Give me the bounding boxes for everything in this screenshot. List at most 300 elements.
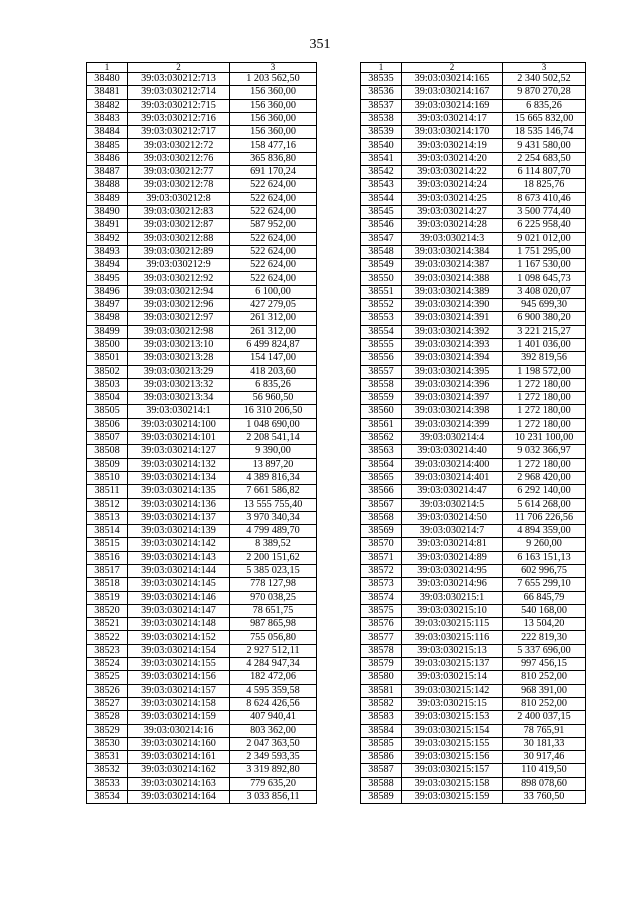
table-row: [361, 285, 586, 298]
row-number-cell: 38505: [87, 405, 128, 418]
column-header-2: 2: [402, 63, 503, 73]
cadastral-number-cell: 39:03:030214:393: [402, 338, 503, 351]
value-cell: 6 835,26: [230, 378, 317, 391]
value-cell: 13 897,20: [230, 458, 317, 471]
row-number-cell: 38563: [361, 445, 402, 458]
row-number-cell: 38530: [87, 737, 128, 750]
cadastral-number-cell: 39:03:030214:158: [128, 697, 230, 710]
row-number-cell: 38508: [87, 445, 128, 458]
row-number-cell: 38516: [87, 551, 128, 564]
cadastral-number-cell: 39:03:030215:15: [402, 697, 503, 710]
column-header-3: 3: [503, 63, 586, 73]
table-row: [361, 312, 586, 325]
row-number-cell: 38567: [361, 498, 402, 511]
row-number-cell: 38540: [361, 139, 402, 152]
table-row: [87, 684, 317, 697]
table-header-row: [361, 63, 586, 73]
value-cell: 15 665 832,00: [503, 112, 586, 125]
row-number-cell: 38568: [361, 511, 402, 524]
value-cell: 4 389 816,34: [230, 471, 317, 484]
row-number-cell: 38587: [361, 764, 402, 777]
value-cell: 3 500 774,40: [503, 205, 586, 218]
value-cell: 522 624,00: [230, 259, 317, 272]
column-header-3: 3: [230, 63, 317, 73]
row-number-cell: 38550: [361, 272, 402, 285]
table-row: [361, 458, 586, 471]
value-cell: 778 127,98: [230, 578, 317, 591]
cadastral-number-cell: 39:03:030214:101: [128, 432, 230, 445]
table-row: [361, 192, 586, 205]
row-number-cell: 38554: [361, 325, 402, 338]
cadastral-number-cell: 39:03:030214:1: [128, 405, 230, 418]
table-row: [361, 777, 586, 790]
row-number-cell: 38562: [361, 432, 402, 445]
value-cell: 392 819,56: [503, 352, 586, 365]
cadastral-number-cell: 39:03:030212:716: [128, 112, 230, 125]
table-row: [87, 578, 317, 591]
row-number-cell: 38533: [87, 777, 128, 790]
cadastral-number-cell: 39:03:030214:398: [402, 405, 503, 418]
row-number-cell: 38558: [361, 378, 402, 391]
table-row: [87, 405, 317, 418]
row-number-cell: 38481: [87, 86, 128, 99]
cadastral-number-cell: 39:03:030214:165: [402, 73, 503, 86]
cadastral-number-cell: 39:03:030214:163: [128, 777, 230, 790]
row-number-cell: 38535: [361, 73, 402, 86]
value-cell: 1 098 645,73: [503, 272, 586, 285]
value-cell: 810 252,00: [503, 697, 586, 710]
row-number-cell: 38574: [361, 591, 402, 604]
table-row: [87, 99, 317, 112]
table-row: [87, 285, 317, 298]
table-row: [87, 179, 317, 192]
cadastral-number-cell: 39:03:030214:400: [402, 458, 503, 471]
table-row: [361, 166, 586, 179]
value-cell: 1 272 180,00: [503, 392, 586, 405]
cadastral-number-cell: 39:03:030214:155: [128, 658, 230, 671]
cadastral-number-cell: 39:03:030214:160: [128, 737, 230, 750]
row-number-cell: 38559: [361, 392, 402, 405]
cadastral-number-cell: 39:03:030214:139: [128, 525, 230, 538]
cadastral-number-cell: 39:03:030212:98: [128, 325, 230, 338]
row-number-cell: 38583: [361, 711, 402, 724]
cadastral-number-cell: 39:03:030214:154: [128, 644, 230, 657]
table-row: [361, 564, 586, 577]
cadastral-number-cell: 39:03:030214:391: [402, 312, 503, 325]
value-cell: 755 056,80: [230, 631, 317, 644]
value-cell: 1 272 180,00: [503, 405, 586, 418]
cadastral-number-cell: 39:03:030214:3: [402, 232, 503, 245]
row-number-cell: 38521: [87, 618, 128, 631]
row-number-cell: 38498: [87, 312, 128, 325]
value-cell: 898 078,60: [503, 777, 586, 790]
row-number-cell: 38503: [87, 378, 128, 391]
cadastral-number-cell: 39:03:030212:76: [128, 152, 230, 165]
value-cell: 3 319 892,80: [230, 764, 317, 777]
table-row: [87, 232, 317, 245]
row-number-cell: 38561: [361, 418, 402, 431]
cadastral-number-cell: 39:03:030212:715: [128, 99, 230, 112]
table-row: [87, 392, 317, 405]
table-row: [361, 432, 586, 445]
row-number-cell: 38513: [87, 511, 128, 524]
cadastral-number-cell: 39:03:030215:137: [402, 658, 503, 671]
table-row: [361, 126, 586, 139]
value-cell: 3 408 020,07: [503, 285, 586, 298]
cadastral-number-cell: 39:03:030214:144: [128, 564, 230, 577]
value-cell: 2 349 593,35: [230, 751, 317, 764]
value-cell: 6 835,26: [503, 99, 586, 112]
value-cell: 5 385 023,15: [230, 564, 317, 577]
value-cell: 2 400 037,15: [503, 711, 586, 724]
row-number-cell: 38496: [87, 285, 128, 298]
table-row: [87, 325, 317, 338]
table-row: [87, 139, 317, 152]
cadastral-number-cell: 39:03:030214:17: [402, 112, 503, 125]
value-cell: 182 472,06: [230, 671, 317, 684]
table-row: [87, 604, 317, 617]
table-row: [361, 73, 586, 86]
value-cell: 156 360,00: [230, 86, 317, 99]
cadastral-number-cell: 39:03:030215:142: [402, 684, 503, 697]
cadastral-number-cell: 39:03:030214:95: [402, 564, 503, 577]
row-number-cell: 38525: [87, 671, 128, 684]
cadastral-number-cell: 39:03:030212:89: [128, 245, 230, 258]
cadastral-number-cell: 39:03:030214:388: [402, 272, 503, 285]
value-cell: 3 970 340,34: [230, 511, 317, 524]
cadastral-number-cell: 39:03:030214:22: [402, 166, 503, 179]
cadastral-number-cell: 39:03:030215:10: [402, 604, 503, 617]
table-row: [361, 604, 586, 617]
table-row: [361, 245, 586, 258]
cadastral-number-cell: 39:03:030214:390: [402, 299, 503, 312]
value-cell: 13 555 755,40: [230, 498, 317, 511]
value-cell: 9 260,00: [503, 538, 586, 551]
table-row: [361, 631, 586, 644]
table-row: [87, 498, 317, 511]
table-row: [87, 86, 317, 99]
value-cell: 30 917,46: [503, 751, 586, 764]
table-row: [361, 791, 586, 804]
table-row: [361, 378, 586, 391]
value-cell: 4 799 489,70: [230, 525, 317, 538]
value-cell: 1 272 180,00: [503, 378, 586, 391]
value-cell: 3 033 856,11: [230, 791, 317, 804]
cadastral-number-cell: 39:03:030214:142: [128, 538, 230, 551]
cadastral-number-cell: 39:03:030213:10: [128, 338, 230, 351]
value-cell: 156 360,00: [230, 99, 317, 112]
cadastral-number-cell: 39:03:030214:7: [402, 525, 503, 538]
value-cell: 9 390,00: [230, 445, 317, 458]
row-number-cell: 38489: [87, 192, 128, 205]
cadastral-number-cell: 39:03:030214:27: [402, 205, 503, 218]
value-cell: 9 431 580,00: [503, 139, 586, 152]
table-row: [361, 551, 586, 564]
row-number-cell: 38588: [361, 777, 402, 790]
value-cell: 6 225 958,40: [503, 219, 586, 232]
value-cell: 8 673 410,46: [503, 192, 586, 205]
table-row: [87, 471, 317, 484]
value-cell: 9 870 270,28: [503, 86, 586, 99]
row-number-cell: 38485: [87, 139, 128, 152]
table-row: [361, 232, 586, 245]
cadastral-number-cell: 39:03:030214:137: [128, 511, 230, 524]
row-number-cell: 38560: [361, 405, 402, 418]
cadastral-number-cell: 39:03:030212:77: [128, 166, 230, 179]
cadastral-number-cell: 39:03:030212:92: [128, 272, 230, 285]
row-number-cell: 38586: [361, 751, 402, 764]
row-number-cell: 38572: [361, 564, 402, 577]
table-row: [361, 711, 586, 724]
table-row: [87, 418, 317, 431]
value-cell: 78 765,91: [503, 724, 586, 737]
row-number-cell: 38585: [361, 737, 402, 750]
table-row: [361, 445, 586, 458]
cadastral-number-cell: 39:03:030214:162: [128, 764, 230, 777]
row-number-cell: 38579: [361, 658, 402, 671]
cadastral-number-cell: 39:03:030214:136: [128, 498, 230, 511]
row-number-cell: 38548: [361, 245, 402, 258]
value-cell: 2 340 502,52: [503, 73, 586, 86]
row-number-cell: 38509: [87, 458, 128, 471]
value-cell: 522 624,00: [230, 245, 317, 258]
cadastral-number-cell: 39:03:030214:169: [402, 99, 503, 112]
row-number-cell: 38483: [87, 112, 128, 125]
value-cell: 6 163 151,13: [503, 551, 586, 564]
row-number-cell: 38538: [361, 112, 402, 125]
cadastral-number-cell: 39:03:030214:28: [402, 219, 503, 232]
table-row: [87, 591, 317, 604]
table-row: [361, 511, 586, 524]
cadastral-number-cell: 39:03:030214:152: [128, 631, 230, 644]
value-cell: 158 477,16: [230, 139, 317, 152]
row-number-cell: 38504: [87, 392, 128, 405]
row-number-cell: 38527: [87, 697, 128, 710]
value-cell: 6 900 380,20: [503, 312, 586, 325]
table-row: [87, 445, 317, 458]
value-cell: 418 203,60: [230, 365, 317, 378]
row-number-cell: 38526: [87, 684, 128, 697]
table-row: [87, 791, 317, 804]
row-number-cell: 38575: [361, 604, 402, 617]
table-row: [361, 392, 586, 405]
cadastral-number-cell: 39:03:030214:396: [402, 378, 503, 391]
row-number-cell: 38537: [361, 99, 402, 112]
value-cell: 803 362,00: [230, 724, 317, 737]
row-number-cell: 38492: [87, 232, 128, 245]
row-number-cell: 38539: [361, 126, 402, 139]
cadastral-number-cell: 39:03:030214:159: [128, 711, 230, 724]
row-number-cell: 38531: [87, 751, 128, 764]
row-number-cell: 38555: [361, 338, 402, 351]
cadastral-number-cell: 39:03:030214:384: [402, 245, 503, 258]
cadastral-number-cell: 39:03:030212:94: [128, 285, 230, 298]
cadastral-number-cell: 39:03:030212:714: [128, 86, 230, 99]
row-number-cell: 38522: [87, 631, 128, 644]
table-row: [87, 777, 317, 790]
value-cell: 6 292 140,00: [503, 485, 586, 498]
row-number-cell: 38495: [87, 272, 128, 285]
table-row: [361, 764, 586, 777]
value-cell: 691 170,24: [230, 166, 317, 179]
table-row: [361, 485, 586, 498]
row-number-cell: 38573: [361, 578, 402, 591]
table-row: [361, 658, 586, 671]
cadastral-number-cell: 39:03:030214:5: [402, 498, 503, 511]
table-row: [87, 126, 317, 139]
left-cadastral-table: [86, 62, 317, 804]
value-cell: 2 927 512,11: [230, 644, 317, 657]
row-number-cell: 38502: [87, 365, 128, 378]
row-number-cell: 38500: [87, 338, 128, 351]
table-row: [87, 365, 317, 378]
table-row: [361, 644, 586, 657]
table-row: [361, 205, 586, 218]
row-number-cell: 38518: [87, 578, 128, 591]
cadastral-number-cell: 39:03:030214:19: [402, 139, 503, 152]
value-cell: 7 661 586,82: [230, 485, 317, 498]
table-row: [361, 538, 586, 551]
value-cell: 33 760,50: [503, 791, 586, 804]
table-row: [87, 644, 317, 657]
row-number-cell: 38519: [87, 591, 128, 604]
table-row: [361, 365, 586, 378]
value-cell: 156 360,00: [230, 112, 317, 125]
cadastral-number-cell: 39:03:030215:159: [402, 791, 503, 804]
value-cell: 110 419,50: [503, 764, 586, 777]
value-cell: 9 021 012,00: [503, 232, 586, 245]
table-row: [361, 338, 586, 351]
table-row: [87, 458, 317, 471]
cadastral-number-cell: 39:03:030212:78: [128, 179, 230, 192]
value-cell: 407 940,41: [230, 711, 317, 724]
table-row: [361, 272, 586, 285]
table-row: [361, 684, 586, 697]
row-number-cell: 38576: [361, 618, 402, 631]
row-number-cell: 38541: [361, 152, 402, 165]
row-number-cell: 38566: [361, 485, 402, 498]
table-row: [87, 338, 317, 351]
value-cell: 810 252,00: [503, 671, 586, 684]
value-cell: 222 819,30: [503, 631, 586, 644]
row-number-cell: 38532: [87, 764, 128, 777]
row-number-cell: 38564: [361, 458, 402, 471]
row-number-cell: 38577: [361, 631, 402, 644]
row-number-cell: 38480: [87, 73, 128, 86]
value-cell: 30 181,33: [503, 737, 586, 750]
value-cell: 8 624 426,56: [230, 697, 317, 710]
value-cell: 66 845,79: [503, 591, 586, 604]
table-row: [361, 724, 586, 737]
value-cell: 18 535 146,74: [503, 126, 586, 139]
cadastral-number-cell: 39:03:030214:145: [128, 578, 230, 591]
right-cadastral-table: [360, 62, 586, 804]
value-cell: 1 048 690,00: [230, 418, 317, 431]
table-row: [361, 325, 586, 338]
table-row: [361, 405, 586, 418]
cadastral-number-cell: 39:03:030214:401: [402, 471, 503, 484]
cadastral-number-cell: 39:03:030214:50: [402, 511, 503, 524]
cadastral-number-cell: 39:03:030213:28: [128, 352, 230, 365]
cadastral-number-cell: 39:03:030215:13: [402, 644, 503, 657]
table-row: [87, 658, 317, 671]
value-cell: 1 272 180,00: [503, 418, 586, 431]
value-cell: 16 310 206,50: [230, 405, 317, 418]
row-number-cell: 38520: [87, 604, 128, 617]
cadastral-number-cell: 39:03:030214:148: [128, 618, 230, 631]
table-row: [87, 219, 317, 232]
value-cell: 522 624,00: [230, 272, 317, 285]
value-cell: 9 032 366,97: [503, 445, 586, 458]
row-number-cell: 38524: [87, 658, 128, 671]
cadastral-number-cell: 39:03:030214:156: [128, 671, 230, 684]
table-row: [361, 299, 586, 312]
value-cell: 4 595 359,58: [230, 684, 317, 697]
table-row: [87, 697, 317, 710]
table-row: [87, 245, 317, 258]
cadastral-number-cell: 39:03:030214:164: [128, 791, 230, 804]
table-row: [87, 152, 317, 165]
cadastral-number-cell: 39:03:030215:154: [402, 724, 503, 737]
row-number-cell: 38580: [361, 671, 402, 684]
value-cell: 587 952,00: [230, 219, 317, 232]
row-number-cell: 38493: [87, 245, 128, 258]
table-row: [361, 99, 586, 112]
cadastral-number-cell: 39:03:030214:146: [128, 591, 230, 604]
cadastral-number-cell: 39:03:030214:40: [402, 445, 503, 458]
table-row: [87, 112, 317, 125]
row-number-cell: 38510: [87, 471, 128, 484]
row-number-cell: 38565: [361, 471, 402, 484]
table-row: [87, 378, 317, 391]
table-row: [87, 312, 317, 325]
row-number-cell: 38542: [361, 166, 402, 179]
value-cell: 987 865,98: [230, 618, 317, 631]
value-cell: 5 337 696,00: [503, 644, 586, 657]
value-cell: 1 751 295,00: [503, 245, 586, 258]
value-cell: 522 624,00: [230, 205, 317, 218]
cadastral-number-cell: 39:03:030214:395: [402, 365, 503, 378]
row-number-cell: 38571: [361, 551, 402, 564]
cadastral-number-cell: 39:03:030215:158: [402, 777, 503, 790]
cadastral-number-cell: 39:03:030214:143: [128, 551, 230, 564]
cadastral-number-cell: 39:03:030214:161: [128, 751, 230, 764]
cadastral-number-cell: 39:03:030214:24: [402, 179, 503, 192]
table-row: [361, 697, 586, 710]
row-number-cell: 38570: [361, 538, 402, 551]
table-row: [361, 737, 586, 750]
row-number-cell: 38582: [361, 697, 402, 710]
value-cell: 522 624,00: [230, 179, 317, 192]
row-number-cell: 38534: [87, 791, 128, 804]
cadastral-number-cell: 39:03:030214:135: [128, 485, 230, 498]
cadastral-number-cell: 39:03:030214:394: [402, 352, 503, 365]
value-cell: 540 168,00: [503, 604, 586, 617]
table-row: [361, 139, 586, 152]
table-row: [87, 551, 317, 564]
value-cell: 1 401 036,00: [503, 338, 586, 351]
row-number-cell: 38578: [361, 644, 402, 657]
row-number-cell: 38529: [87, 724, 128, 737]
cadastral-number-cell: 39:03:030214:127: [128, 445, 230, 458]
value-cell: 1 272 180,00: [503, 458, 586, 471]
cadastral-number-cell: 39:03:030214:389: [402, 285, 503, 298]
cadastral-number-cell: 39:03:030214:96: [402, 578, 503, 591]
row-number-cell: 38501: [87, 352, 128, 365]
column-header-1: 1: [87, 63, 128, 73]
row-number-cell: 38536: [361, 86, 402, 99]
table-row: [87, 259, 317, 272]
